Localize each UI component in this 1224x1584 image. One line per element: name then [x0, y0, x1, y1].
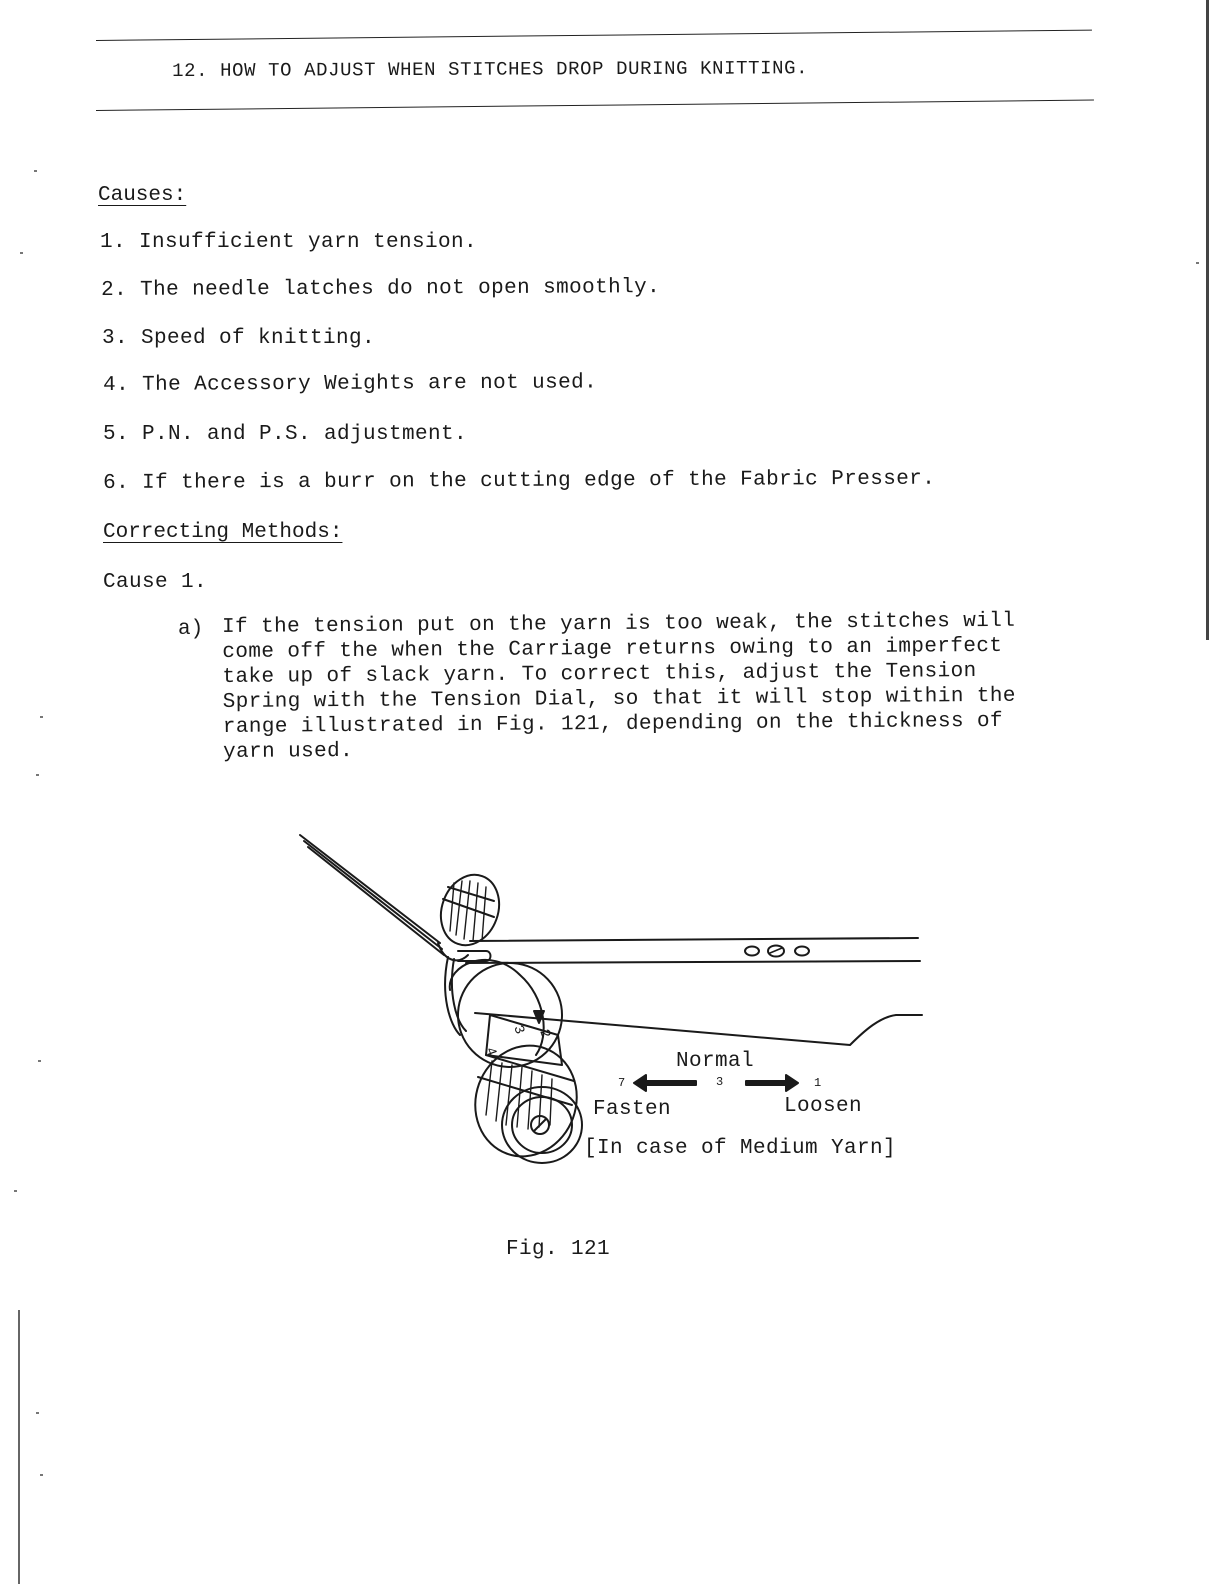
scan-speck: [36, 1412, 39, 1414]
fasten-arrow-icon: [634, 1075, 696, 1091]
paragraph-line-6: yarn used.: [222, 739, 354, 764]
cause-item-3: 3. Speed of knitting.: [102, 327, 376, 350]
normal-label: Normal: [676, 1050, 755, 1073]
scan-edge-right: [1206, 0, 1209, 640]
paragraph-line-4: Spring with the Tension Dial, so that it will stop within the: [222, 684, 1016, 714]
scan-speck: [38, 1060, 41, 1062]
top-rule: [96, 30, 1092, 41]
scan-edge-left: [18, 1310, 20, 1584]
correcting-methods-label: Correcting Methods:: [103, 521, 343, 544]
cause-1-label: Cause 1.: [103, 571, 208, 594]
yarn-line: [304, 841, 442, 949]
loosen-number: 1: [814, 1076, 822, 1090]
section-heading: 12. HOW TO ADJUST WHEN STITCHES DROP DURING KNITTING.: [172, 57, 809, 82]
item-a-label: a): [178, 618, 204, 641]
paragraph-line-5: range illustrated in Fig. 121, depending on the thickness of: [222, 709, 1004, 739]
normal-number: 3: [716, 1075, 724, 1089]
cause-item-1: 1. Insufficient yarn tension.: [100, 231, 478, 254]
dial-number-4: 4: [481, 1045, 500, 1059]
causes-label: Causes:: [98, 184, 187, 207]
scan-speck: [40, 716, 43, 718]
dial-number-2: 2: [535, 1027, 554, 1041]
cause-item-6: 6. If there is a burr on the cutting edge of the Fabric Presser.: [103, 467, 936, 495]
loosen-label: Loosen: [784, 1095, 863, 1118]
yarn-line: [308, 847, 444, 955]
paragraph-line-1: If the tension put on the yarn is too weak, the stitches will: [222, 609, 1016, 639]
bar-hole: [745, 947, 759, 956]
bar-hole: [795, 947, 809, 956]
scan-speck: [1196, 262, 1199, 264]
cause-1-paragraph: [222, 608, 1123, 765]
scan-speck: [14, 1190, 17, 1192]
cause-item-2: 2. The needle latches do not open smoothly.: [101, 276, 661, 302]
scan-speck: [20, 252, 23, 254]
figure-caption: Fig. 121: [506, 1238, 611, 1261]
medium-yarn-note: [In case of Medium Yarn]: [584, 1137, 897, 1160]
tension-bar: [470, 938, 918, 941]
paragraph-line-3: take up of slack yarn. To correct this, adjust the Tension: [222, 660, 977, 689]
scan-speck: [36, 774, 39, 776]
paragraph-line-2: come off the when the Carriage returns owing to an imperfect: [222, 634, 1003, 664]
fasten-number: 7: [618, 1076, 626, 1090]
scan-speck: [40, 1474, 43, 1476]
heading-underline-rule: [96, 100, 1094, 111]
scan-speck: [34, 170, 37, 172]
cause-item-5: 5. P.N. and P.S. adjustment.: [103, 423, 468, 446]
yarn-line: [300, 835, 440, 943]
dial-number-3: 3: [509, 1023, 528, 1037]
cause-item-4: 4. The Accessory Weights are not used.: [103, 371, 598, 397]
fasten-label: Fasten: [593, 1098, 672, 1121]
loosen-arrow-icon: [746, 1075, 798, 1091]
